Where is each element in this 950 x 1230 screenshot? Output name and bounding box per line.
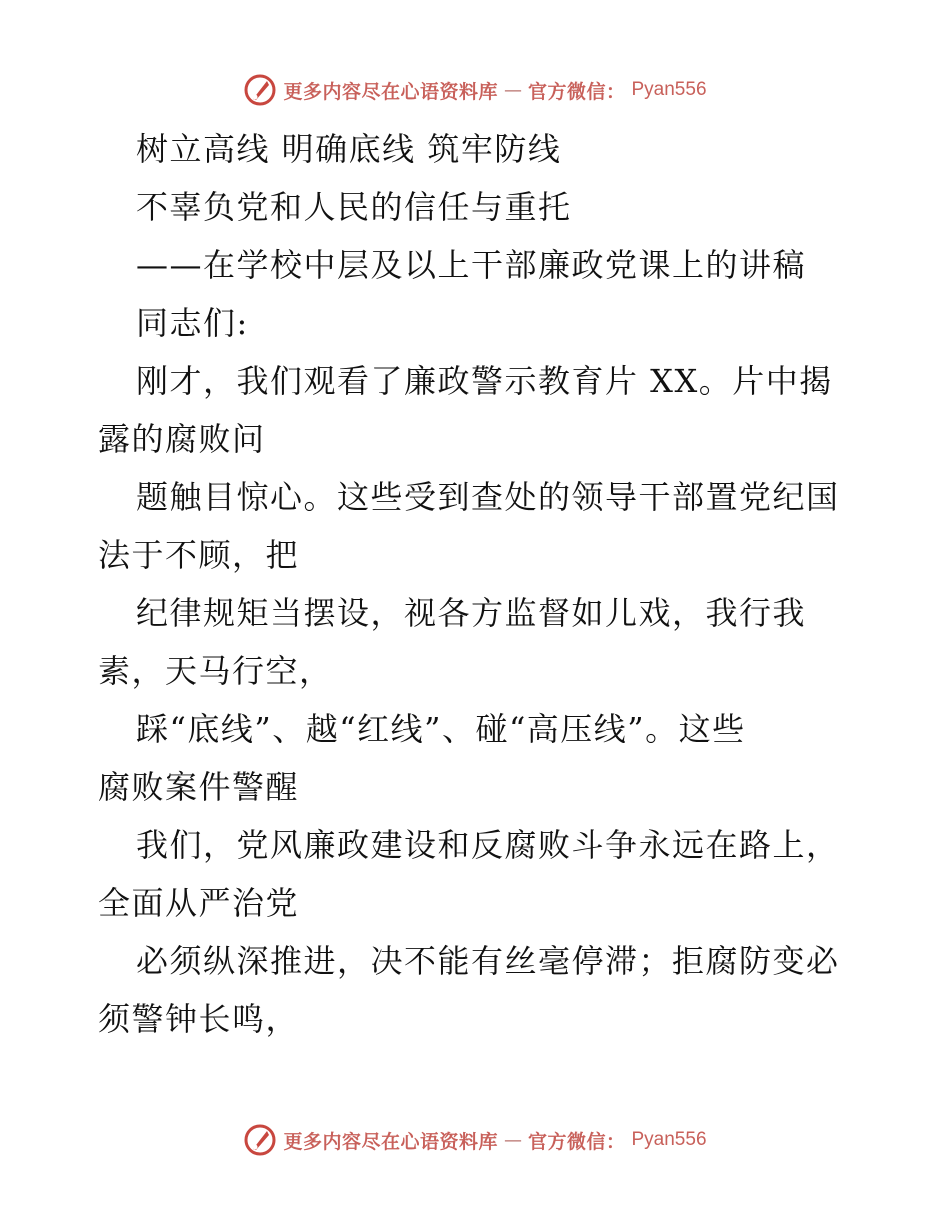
doc-paragraph-line: 素，天马行空， xyxy=(98,652,333,690)
watermark-wechat-label: 官方微信： xyxy=(527,80,626,103)
doc-paragraph-line: 全面从严治党 xyxy=(98,884,300,922)
doc-paragraph-line: 须警钟长鸣， xyxy=(98,1000,300,1038)
doc-paragraph-line: 纪律规矩当摆设，视各方监督如儿戏，我行我 xyxy=(136,594,807,632)
watermark-brand: 更多内容尽在心语资料库 xyxy=(283,80,498,103)
header-watermark xyxy=(0,70,950,110)
doc-paragraph-line: 腐败案件警醒 xyxy=(98,768,300,806)
watermark-wechat-id: Pyan556 xyxy=(631,79,707,100)
doc-paragraph-line: 题触目惊心。这些受到查处的领导干部置党纪国 xyxy=(136,478,840,516)
doc-paragraph-line: 露的腐败问 xyxy=(98,420,266,458)
quill-logo-icon xyxy=(243,73,277,107)
watermark-wechat-id: Pyan556 xyxy=(631,1129,707,1150)
footer-watermark xyxy=(0,1120,950,1160)
doc-title: 树立高线 明确底线 筑牢防线 xyxy=(136,130,562,168)
watermark-separator: — xyxy=(503,79,522,101)
doc-paragraph-line: 踩“底线”、越“红线”、碰“高压线”。这些 xyxy=(136,710,746,748)
doc-subtitle: 不辜负党和人民的信任与重托 xyxy=(136,188,572,226)
watermark-separator: — xyxy=(503,1129,522,1151)
watermark-wechat-label: 官方微信： xyxy=(527,1130,626,1153)
quill-logo-icon xyxy=(243,1123,277,1157)
document-body xyxy=(98,120,858,1048)
doc-paragraph-line: 我们，党风廉政建设和反腐败斗争永远在路上， xyxy=(136,826,840,864)
doc-paragraph-line: 必须纵深推进，决不能有丝毫停滞；拒腐防变必 xyxy=(136,942,840,980)
doc-paragraph-line: 刚才，我们观看了廉政警示教育片 XX。片中揭 xyxy=(136,362,833,400)
watermark-brand: 更多内容尽在心语资料库 xyxy=(283,1130,498,1153)
doc-paragraph-line: 法于不顾，把 xyxy=(98,536,300,574)
doc-occasion: ——在学校中层及以上干部廉政党课上的讲稿 xyxy=(136,246,807,284)
doc-salutation: 同志们: xyxy=(136,304,249,342)
